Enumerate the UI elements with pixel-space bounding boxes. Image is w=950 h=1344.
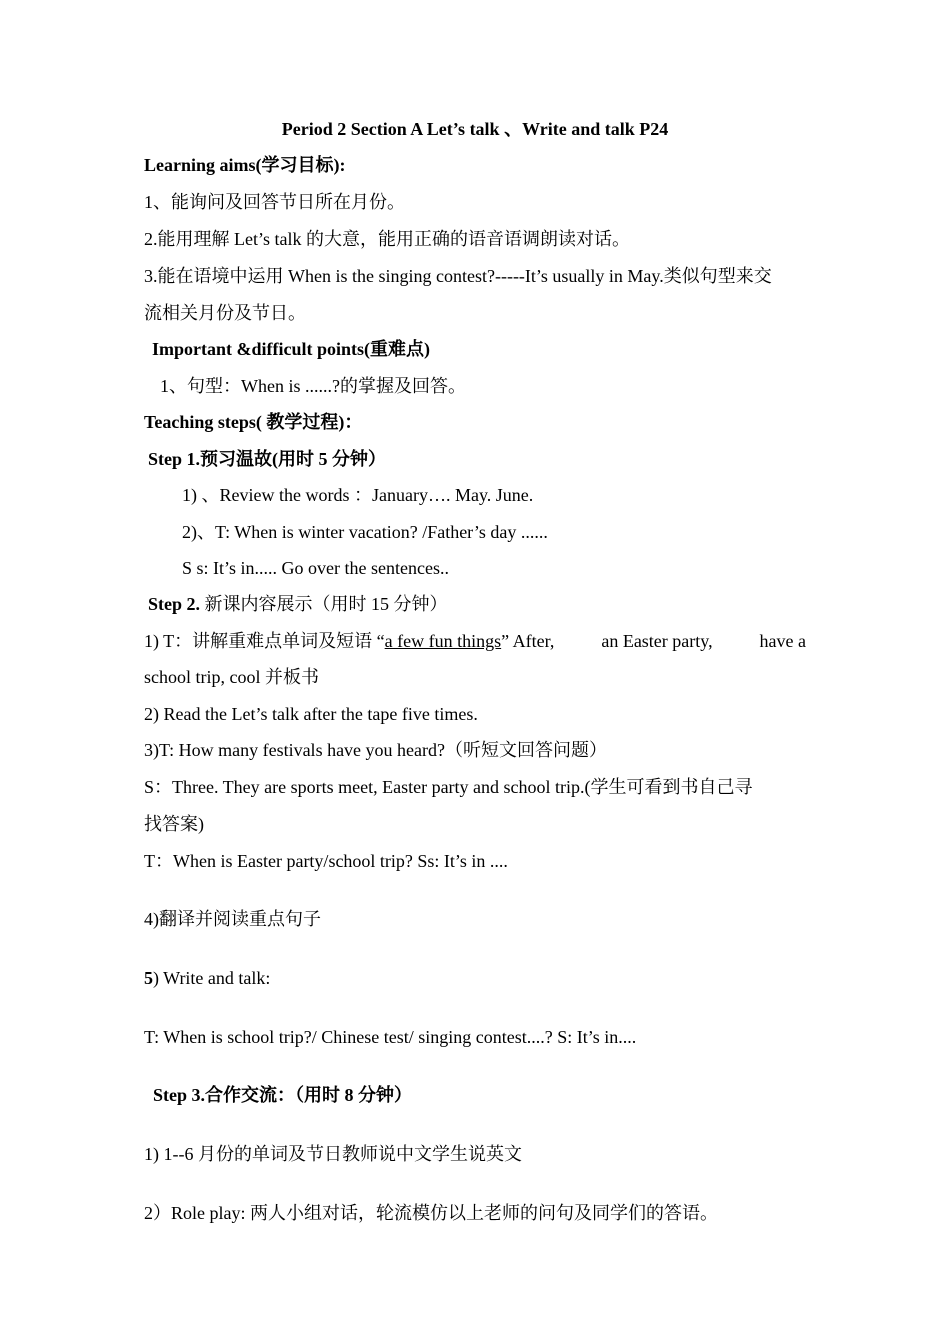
learning-aims-heading: Learning aims(学习目标): (144, 155, 346, 175)
step2-item5-number: 5 (144, 968, 153, 988)
aim-item: 3.能在语境中运用 When is the singing contest?-----It’s usually in May.类似句型来交 (144, 266, 772, 286)
step2-item1-continued: school trip, cool 并板书 (144, 667, 319, 687)
step3-heading: Step 3.合作交流：（用时 8 分钟） (153, 1085, 413, 1105)
step2-item5-line: T: When is school trip?/ Chinese test/ singing contest....? S: It’s in.... (144, 1027, 637, 1047)
aim-item: 流相关月份及节日。 (144, 303, 306, 323)
step3-item: 2）Role play: 两人小组对话，轮流模仿以上老师的问句及同学们的答语。 (144, 1203, 718, 1223)
step1-item: 2)、T: When is winter vacation? /Father’s day ...... (182, 522, 548, 542)
step2-item3: 3)T: How many festivals have you heard?（听短文回答问题） (144, 740, 608, 760)
step2-item1-d: have a (759, 631, 806, 651)
step2-item4: 4)翻译并阅读重点句子 (144, 909, 321, 929)
aim-item: 2.能用理解 Let’s talk 的大意，能用正确的语音语调朗读对话。 (144, 229, 630, 249)
important-points-heading: Important &difficult points(重难点) (152, 339, 430, 359)
step1-item: S s: It’s in..... Go over the sentences.. (182, 558, 449, 578)
step2-heading-prefix: Step 2. (148, 594, 201, 614)
step2-item1-c: an Easter party, (601, 631, 713, 651)
step2-item1-a: 1) T：讲解重难点单词及短语 “ (144, 631, 385, 651)
step2-heading-rest: 新课内容展示（用时 15 分钟） (200, 594, 448, 614)
step1-heading: Step 1.预习温故(用时 5 分钟） (148, 449, 386, 469)
step2-item3-followup: T：When is Easter party/school trip? Ss: It’s in .... (144, 851, 508, 871)
step2-item3-answer-continued: 找答案) (144, 814, 204, 834)
step3-item: 1) 1--6 月份的单词及节日教师说中文学生说英文 (144, 1144, 522, 1164)
important-point-item: 1、句型：When is ......?的掌握及回答。 (160, 376, 466, 396)
step2-item2: 2) Read the Let’s talk after the tape five times. (144, 704, 478, 724)
aim-item: 1、能询问及回答节日所在月份。 (144, 192, 405, 212)
step1-item: 1) 、Review the words ：January…. May. June. (182, 485, 534, 505)
key-phrase: a few fun things (384, 631, 502, 651)
step2-heading (148, 593, 818, 615)
step2-item5-heading (144, 967, 814, 989)
page-title: Period 2 Section A Let’s talk 、Write and talk P24 (281, 119, 669, 139)
step2-item5-label: ) Write and talk: (153, 968, 271, 988)
step2-item1 (144, 630, 806, 652)
step2-item3-answer: S：Three. They are sports meet, Easter party and school trip.(学生可看到书自己寻 (144, 777, 753, 797)
teaching-steps-heading: Teaching steps( 教学过程)： (144, 412, 363, 432)
step2-item1-b: ” After, (501, 631, 555, 651)
step2-item1-left (144, 630, 554, 652)
